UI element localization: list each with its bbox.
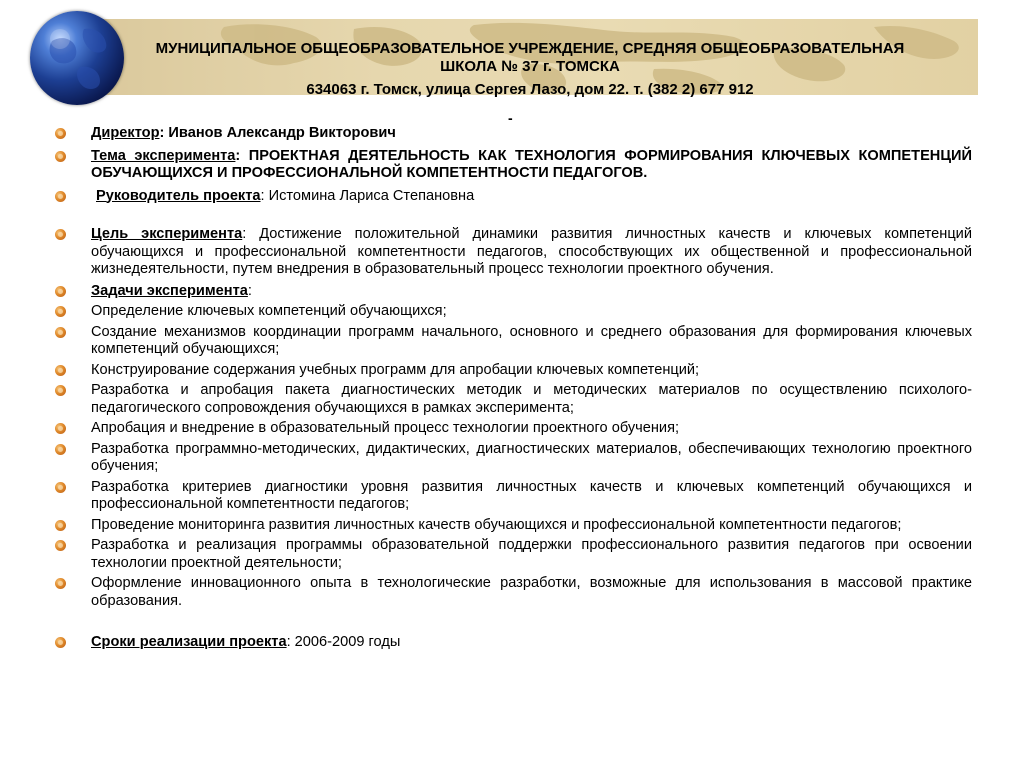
- list-item-leader: [52, 188, 972, 206]
- task-item: Создание механизмов координации программ начального, основного и среднего образования для формирования ключевых компетенций обучающихся;: [52, 324, 972, 359]
- goal-text: : Достижение положительной динамики развития личностных качеств и ключевых компетенций обучающихся и профессиональной компетентности педагогов, способствующих их общественной и профессиональной жизнедеятельности, путем внедрения в образовательный процесс технологии проектного обучения.: [91, 226, 972, 277]
- bullet-icon: [55, 637, 66, 648]
- director-name: Иванов Александр Викторович: [164, 125, 396, 141]
- bullet-icon: [55, 286, 66, 297]
- bullet-icon: [55, 327, 66, 338]
- task-item: Разработка критериев диагностики уровня развития личностных качеств и ключевых компетенций обучающихся и профессиональной компетентности педагогов;: [52, 479, 972, 514]
- bullet-icon: [55, 128, 66, 139]
- task-item: Разработка и реализация программы образовательной поддержки профессионального развития педагогов при освоении технологии проектной деятельности;: [52, 537, 972, 572]
- goal-label: Цель эксперимента: [91, 226, 243, 242]
- task-item: Конструирование содержания учебных программ для апробации ключевых компетенций;: [52, 362, 972, 380]
- task-item: Оформление инновационного опыта в технологические разработки, возможные для использования в массовой практике образования.: [52, 575, 972, 610]
- task-item: Апробация и внедрение в образовательный процесс технологии проектного обучения;: [52, 420, 972, 438]
- bullet-icon: [55, 151, 66, 162]
- topic-text: ПРОЕКТНАЯ ДЕЯТЕЛЬНОСТЬ КАК ТЕХНОЛОГИЯ ФОРМИРОВАНИЯ КЛЮЧЕВЫХ КОМПЕТЕНЦИЙ ОБУЧАЮЩИХСЯ И ПРОФЕССИОНАЛЬНОЙ КОМПЕТЕНТНОСТИ ПЕДАГОГОВ.: [91, 147, 972, 181]
- header-line-2: ШКОЛА № 37 г. ТОМСКА: [440, 58, 620, 75]
- tasks-label: Задачи эксперимента: [91, 282, 248, 299]
- bullet-icon: [55, 229, 66, 240]
- leader-label: Руководитель проекта: [96, 187, 261, 204]
- list-item-tasks: Задачи эксперимента:: [52, 283, 972, 301]
- task-item: Разработка программно-методических, дидактических, диагностических материалов, обеспечивающих технологию проектного обучения;: [52, 441, 972, 476]
- list-item-goal: [52, 226, 972, 279]
- terms-label: Сроки реализации проекта: [91, 634, 287, 650]
- bullet-icon: [55, 306, 66, 317]
- bullet-icon: [55, 482, 66, 493]
- director-label: Директор: [91, 125, 160, 141]
- content-list: [52, 125, 972, 652]
- list-item-director: Директор: Иванов Александр Викторович: [52, 125, 972, 143]
- header-line-1: МУНИЦИПАЛЬНОЕ ОБЩЕОБРАЗОВАТЕЛЬНОЕ УЧРЕЖДЕНИЕ, СРЕДНЯЯ ОБЩЕОБРАЗОВАТЕЛЬНАЯ: [155, 40, 905, 57]
- task-item: Разработка и апробация пакета диагностических методик и методических материалов по осуществлению психолого-педагогического сопровождения обучающихся в рамках эксперимента;: [52, 382, 972, 417]
- task-item: Определение ключевых компетенций обучающихся;: [52, 303, 972, 321]
- bullet-icon: [55, 578, 66, 589]
- bullet-icon: [55, 444, 66, 455]
- separator-dash: -: [508, 110, 513, 126]
- list-item-terms: [52, 634, 972, 652]
- bullet-icon: [55, 520, 66, 531]
- bullet-icon: [55, 423, 66, 434]
- leader-name: : Истомина Лариса Степановна: [260, 187, 475, 204]
- bullet-icon: [55, 191, 66, 202]
- task-item: Проведение мониторинга развития личностных качеств обучающихся и профессиональной компетентности педагогов;: [52, 517, 972, 535]
- topic-label: Тема эксперимента: [91, 147, 236, 164]
- terms-text: : 2006-2009 годы: [286, 634, 401, 650]
- bullet-icon: [55, 385, 66, 396]
- bullet-icon: [55, 540, 66, 551]
- header-address: 634063 г. Томск, улица Сергея Лазо, дом 22. т. (382 2) 677 912: [306, 81, 754, 98]
- list-item-topic: Тема эксперимента: ПРОЕКТНАЯ ДЕЯТЕЛЬНОСТЬ КАК ТЕХНОЛОГИЯ ФОРМИРОВАНИЯ КЛЮЧЕВЫХ КОМПЕТЕНЦИЙ ОБУЧАЮЩИХСЯ И ПРОФЕССИОНАЛЬНОЙ КОМПЕТЕНТНОСТИ ПЕДАГОГОВ.: [52, 148, 972, 183]
- bullet-icon: [55, 365, 66, 376]
